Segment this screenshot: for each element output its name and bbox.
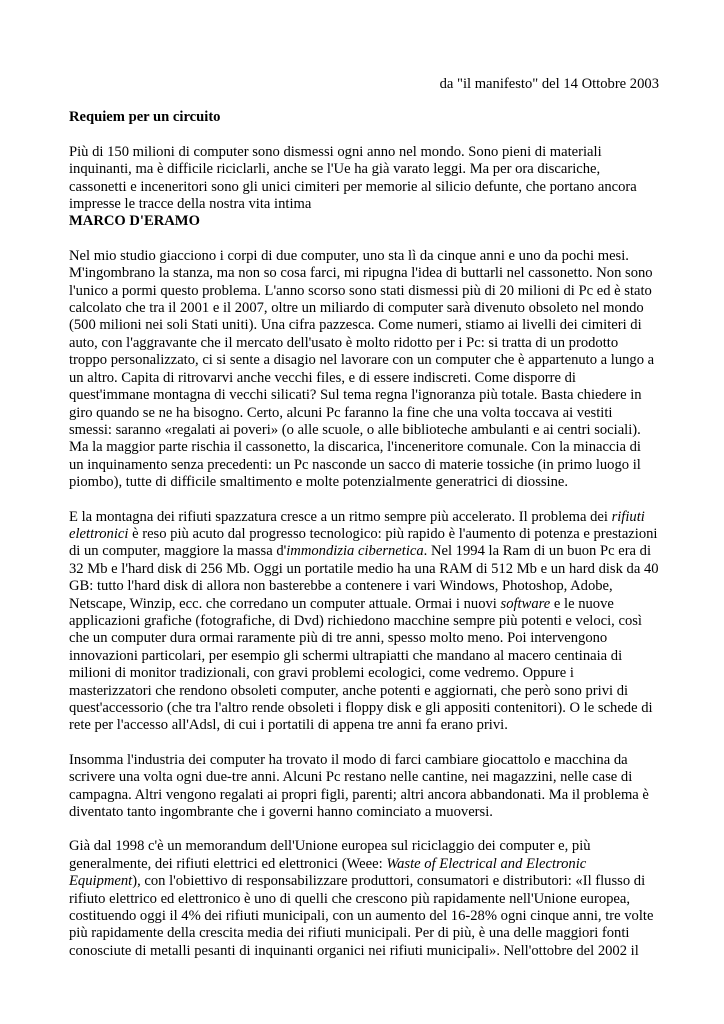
source-line: da "il manifesto" del 14 Ottobre 2003 xyxy=(439,76,659,92)
article-lead: Più di 150 milioni di computer sono dismessi ogni anno nel mondo. Sono pieni di materiali inquinanti, ma è difficile riciclarli, anche se l'Ue ha già varato leggi. Ma per ora discariche, cassonetti e inceneritori sono gli unici cimiteri per memorie al silicio defunte, che portano ancora impresse le tracce della nostra vita intima xyxy=(69,143,637,213)
article-author: MARCO D'ERAMO xyxy=(69,213,200,230)
body-paragraph xyxy=(69,838,659,960)
text-run: Nel mio studio giacciono i corpi di due computer, uno sta lì da cinque anni e uno da pochi mesi. M'ingombrano la stanza, ma non so cosa farci, mi ripugna l'idea di buttarli nel cassonetto. Non sono l'unico a pormi questo problema. L'anno scorso sono stati dismessi più di 20 milioni di Pc ed è stato calcolato che tra il 2001 e il 2007, oltre un miliardo di computer sarà divenuto obsoleto nel mondo (500 milioni nei soli Stati uniti). Una cifra pazzesca. Come numeri, stiamo ai livelli dei cimiteri di auto, con l'aggravante che il mercato dell'usato è molto ridotto per i Pc: si tratta di un prodotto troppo personalizzato, ci si sente a disagio nel lavorare con un computer che è appartenuto a lungo a un altro. Capita di ritrovarvi anche vecchi files, e di essere indiscreti. Come disporre di quest'immane montagna di vecchi silicati? Sul tema regna l'ignoranza più totale. Basta chiedere in giro quando se ne ha bisogno. Certo, alcuni Pc faranno la fine che una volta toccava ai vestiti smessi: saranno «regalati ai poveri» (o alle scuole, o alle biblioteche ambulanti e ai centri sociali). Ma la maggior parte rischia il cassonetto, la discarica, l'inceneritore comunale. Con la minaccia di un inquinamento senza precedenti: un Pc nasconde un sacco di materie tossiche (in primo luogo il piombo), tutte di difficile smaltimento e molte potenzialmente generatrici di diossine. xyxy=(69,247,655,491)
italic-phrase: rifiuti elettronici xyxy=(69,508,645,542)
italic-phrase: immondizia cibernetica xyxy=(286,543,424,560)
text-run: . Nel 1994 la Ram di un buon Pc era di 32 Mb e l'hard disk di 256 Mb. Oggi un portatile medio ha una RAM di 512 Mb e un hard disk da 40 GB: tutto l'hard disk di allora non basterebbe a contenere i vari Windows, Photoshop, Adobe, Netscape, Winzip, ecc. che corredano un computer attuale. Ormai i nuovi xyxy=(69,543,659,612)
italic-phrase: software xyxy=(500,595,551,612)
italic-phrase: Waste of Electrical and Electronic Equipment xyxy=(69,855,587,890)
text-run: ), con l'obiettivo di responsabilizzare produttori, consumatori e distributori: «Il flusso di rifiuto elettrico ed elettronico è uno di quelli che crescono più rapidamente nell'Unione europea, costituendo oggi il 4% dei rifiuti municipali, con un aumento del 16-28% ogni cinque anni, tre volte più rapidamente della crescita media dei rifiuti municipali. Per di più, è una delle maggiori fonti conosciute di metalli pesanti di inquinanti organici nei rifiuti municipali». Nell'ottobre del 2002 il xyxy=(69,873,654,959)
article-title: Requiem per un circuito xyxy=(69,109,221,126)
text-run: Già dal 1998 c'è un memorandum dell'Unione europea sul riciclaggio dei computer e, più generalmente, dei rifiuti elettrici ed elettronici (Weee: xyxy=(69,838,591,872)
document-page xyxy=(69,76,659,960)
body-paragraph xyxy=(69,248,659,492)
text-run: Insomma l'industria dei computer ha trovato il modo di farci cambiare giocattolo e macchina da scrivere una volta ogni due-tre anni. Alcuni Pc restano nelle cantine, nei magazzini, nelle case di campagna. Altri vengono regalati ai propri figli, parenti; altri ancora abbandonati. Ma il problema è diventato tanto ingombrante che i governi hanno cominciato a muoversi. xyxy=(69,751,649,821)
article-body xyxy=(69,248,659,960)
body-paragraph xyxy=(69,752,659,822)
text-run: E la montagna dei rifiuti spazzatura cresce a un ritmo sempre più accelerato. Il problema dei xyxy=(69,508,612,525)
text-run: è reso più acuto dal progresso tecnologico: più rapido è l'aumento di potenza e prestazioni di un computer, maggiore la massa d' xyxy=(69,525,658,560)
body-paragraph xyxy=(69,509,659,735)
text-run: e le nuove applicazioni grafiche (fotografiche, di Dvd) richiedono macchine sempre più potenti e veloci, così che un computer dura ormai raramente più di tre anni, spesso molto meno. Poi intervengono innovazioni particolari, per esempio gli schermi ultrapiatti che mandano al macero centinaia di milioni di monitor tradizionali, con gravi problemi ecologici, come vedremo. Oppure i masterizzatori che rendono obsoleti computer, anche potenti e aggiornati, che però sono privi di quest'accessorio (che tra l'altro rende obsoleti i floppy disk e gli appositi contenitori). O le schede di rete per l'accesso all'Adsl, di cui i portatili di appena tre anni fa erano privi. xyxy=(69,595,653,734)
